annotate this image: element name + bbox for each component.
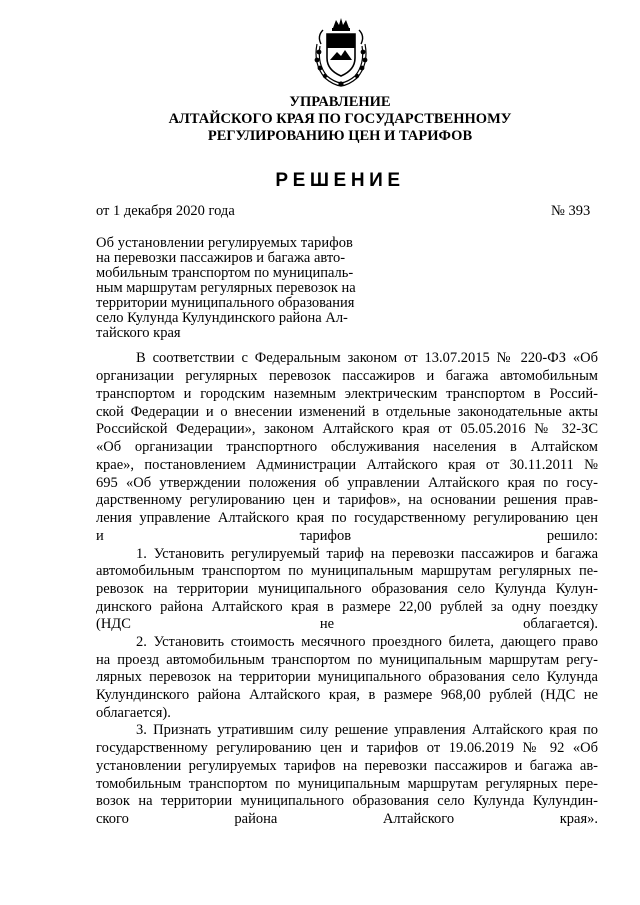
body-line: «Об организации транспортного обслуживания населения в Алтайском (96, 439, 598, 455)
body-line: В соответствии с Федеральным законом от 13.07.2015 № 220-ФЗ «Об (136, 350, 598, 366)
body-line: (НДС не облагается). (96, 616, 598, 632)
body-line: 695 «Об утверждении положения об управлении Алтайского края по госу- (96, 475, 598, 491)
altai-krai-coat-of-arms-icon (311, 14, 371, 88)
body-line: 1. Установить регулируемый тариф на перевозки пассажиров и багажа (136, 546, 598, 562)
document-number: № 393 (551, 203, 591, 219)
body-line: крае», постановлением Администрации Алтайского края от 30.11.2011 № (96, 457, 598, 473)
body-line: 2. Установить стоимость месячного проездного билета, дающего право (136, 634, 598, 650)
body-line: динского района Алтайского края в размере 22,00 рублей за одну поездку (96, 599, 598, 615)
body-line: Кулундинского района Алтайского края, в размере 968,00 рублей (НДС не (96, 687, 598, 703)
document-title: РЕШЕНИЕ (275, 170, 405, 191)
body-line: томобильным транспортом по муниципальным маршрутам регулярных пере- (96, 776, 598, 792)
subject-line: село Кулунда Кулундинского района Ал- (96, 310, 348, 326)
body-line: 3. Признать утратившим силу решение управления Алтайского края по (136, 722, 598, 738)
subject-line: территории муниципального образования (96, 295, 355, 311)
body-line: Российской Федерации», законом Алтайского края от 05.05.2016 № 32-ЗС (96, 421, 598, 437)
document-date: от 1 декабря 2020 года (96, 203, 235, 219)
subject-line: на перевозки пассажиров и багажа авто- (96, 250, 346, 266)
body-line: облагается). (96, 705, 171, 721)
body-line: на проезд автомобильным транспортом по муниципальным маршрутам регу- (96, 652, 598, 668)
body-line: возок на территории муниципального образования село Кулунда Кулундин- (96, 793, 598, 809)
body-line: ления управление Алтайского края по государственному регулированию цен (96, 510, 598, 526)
subject-line: ным маршрутам регулярных перевозок на (96, 280, 356, 296)
body-line: и тарифов решило: (96, 528, 598, 544)
body-line: ской Федерации и о внесении изменений в отдельные законодательные акты (96, 404, 598, 420)
body-line: ского района Алтайского края». (96, 811, 598, 827)
body-line: автомобильным транспортом по муниципальным маршрутам регулярных пе- (96, 563, 598, 579)
issuer-line-1: УПРАВЛЕНИЕ (289, 94, 391, 110)
body-line: транспортом и городским наземным электрическим транспортом в Россий- (96, 386, 598, 402)
body-line: ревозок на территории муниципального образования село Кулунда Кулун- (96, 581, 598, 597)
subject-line: Об установлении регулируемых тарифов (96, 235, 353, 251)
issuer-line-2: АЛТАЙСКОГО КРАЯ ПО ГОСУДАРСТВЕННОМУ (168, 111, 512, 127)
subject-line: мобильным транспортом по муниципаль- (96, 265, 354, 281)
body-line: государственному регулированию цен и тарифов от 19.06.2019 № 92 «Об (96, 740, 598, 756)
body-line: лярных перевозок на территории муниципального образования село Кулунда (96, 669, 598, 685)
body-line: организации регулярных перевозок пассажиров и багажа автомобильным (96, 368, 598, 384)
body-line: дарственному регулированию цен и тарифов», на основании решения прав- (96, 492, 598, 508)
issuer-line-3: РЕГУЛИРОВАНИЮ ЦЕН И ТАРИФОВ (207, 128, 473, 144)
subject-line: тайского края (96, 325, 181, 341)
body-line: установлении регулируемых тарифов на перевозки пассажиров и багажа ав- (96, 758, 598, 774)
